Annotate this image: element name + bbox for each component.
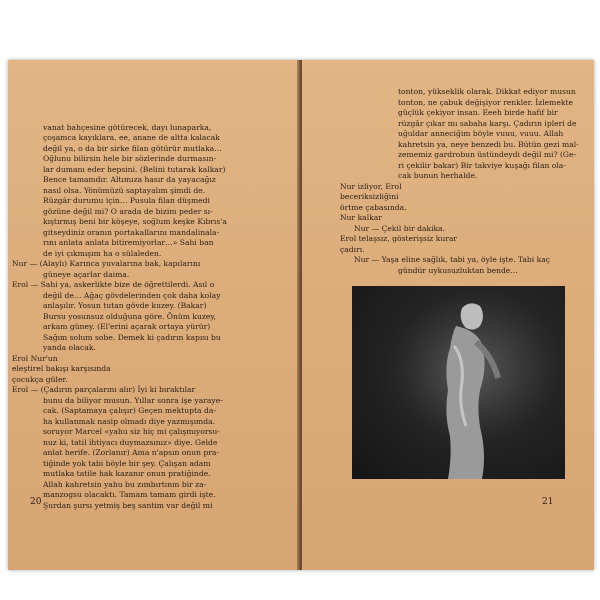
performer-silhouette — [352, 286, 565, 479]
text-line: çoşamca kayıklara, ee, anane de altta kalacak — [43, 133, 220, 142]
stage-direction: Erol telaşsız, gösterişsiz kurar — [340, 234, 457, 243]
speaker-line: Nur — Yaşa eline sağlık, tabi ya, öyle işte. Tabi kaç — [354, 255, 551, 264]
text-line: gündür uykusuzluktan bende… — [398, 266, 518, 275]
text-line: tonton, ne çabuk değişiyor renkler. İzlemekte — [398, 98, 574, 107]
text-line: Rüzgâr durumu için… Pusula filan düşmedi — [43, 196, 210, 205]
text-line: Allah kahretsin yahu bu zımbırtının bir za- — [43, 480, 207, 489]
left-page — [8, 60, 300, 570]
right-page — [302, 60, 594, 570]
text-line: de iyi çıkmışım ha o sülaleden. — [43, 249, 162, 258]
stage-direction: Nur kalkar — [340, 213, 382, 222]
page-number: 20 — [30, 497, 42, 507]
text-line: tiğinde yok tabi böyle bir şey. Çalışan adam — [43, 459, 211, 468]
text-line: vanat bahçesine götürecek, dayı lunaparka, — [43, 123, 212, 132]
text-line: yanda olacak. — [43, 343, 96, 352]
text-line: nasıl olsa. Yönümüzü saptayalım şimdi de. — [43, 186, 206, 195]
text-line: lar dumanı eder hepsini. (Belini tutarak kalkar) — [43, 165, 226, 174]
text-line: değil ya, o da bir sirke filan götürür mutlaka… — [43, 144, 222, 153]
text-line: değil de… Ağaç gövdelerinden çok daha kolay — [43, 291, 221, 300]
text-line: Sağım solum sobe. Demek ki çadırın kapısı bu — [43, 333, 221, 342]
text-line: güneye açarlar daima. — [43, 270, 130, 279]
stage-direction: beceriksizliğini — [340, 192, 399, 201]
text-line: Bence tamamdır. Altımıza hasır da yayacağız — [43, 175, 216, 184]
text-line: Şurdan şursı yetmiş beş santim var değil mi — [43, 501, 213, 510]
text-line: anlaşılır. Yosun tutan gövde kuzey. (Bakar) — [43, 301, 207, 310]
text-line: gitseydiniz oranın portakallarını mandalinala- — [43, 228, 220, 237]
speaker-line: Erol — Sahi ya, askerlikte bize de öğrettilerdi. Asıl o — [12, 280, 215, 289]
stage-direction: çadırı. — [340, 245, 365, 254]
stage-direction: Nur izliyor, Erol — [340, 182, 402, 191]
text-line: bunu da biliyor musun. Yıllar sonra işe yaraye- — [43, 396, 223, 405]
text-line: nuz ki, tatil ihtiyacı duymazsınız» diye. Gelde — [43, 438, 218, 447]
text-line: ha kullanmak nasip olmadı diye yazmışımda. — [43, 417, 216, 426]
text-line: Oğlunu bilirsin hele bir sözlerinde durmasın- — [43, 154, 217, 163]
text-line: cak bunun herhalde. — [398, 171, 478, 180]
speaker-line: Nur — (Alaylı) Karınca yuvalarına bak, kapılarını — [12, 259, 201, 268]
stage-direction: örtme çabasında. — [340, 203, 407, 212]
text-line: mutlaka tatile hak kazanır onun pratiğinde. — [43, 469, 211, 478]
open-book — [8, 60, 594, 570]
text-line: güçlük çekiyor insan. Eeeh birde hafif bir — [398, 108, 558, 117]
page-number: 21 — [542, 497, 554, 507]
text-line: manzogsu olacaktı. Tamam tamam girdi işte. — [43, 490, 216, 499]
text-line: zememiz gardrobun üstündeydi değil mi? (Ge- — [398, 150, 577, 159]
text-line: cak. (Saptamaya çalışır) Geçen mektupta da- — [43, 406, 216, 415]
text-line: rını anlata anlata bitiremiyorlar…» Sahi ban — [43, 238, 214, 247]
stage-direction: Erol Nur'un — [12, 354, 58, 363]
text-line: rüzgâr çıkar mı sabaha karşı. Çadırın ipleri de — [398, 119, 577, 128]
speaker-line: Nur — Çekil bir dakika. — [354, 224, 446, 233]
text-line: soruyor Marcel «yahu siz hiç mi çalışmıyorsu- — [43, 427, 220, 436]
text-line: tonton, yükseklik olarak. Dikkat ediyor musun — [398, 87, 576, 96]
text-line: Bursu yosunsuz olduğuna göre. Önüm kuzey, — [43, 312, 217, 321]
text-line: ri çekilir bakar) Bir takviye kuşağı filan ola- — [398, 161, 566, 170]
text-line: arkam güney. (El'erini açarak ortaya yürür) — [43, 322, 211, 331]
text-line: gözüne değil mi? O arada de bizim peder sı- — [43, 207, 213, 216]
stage-photo — [352, 286, 565, 479]
text-line: anlat herife. (Zorlanır) Ama n'apsın onun pra- — [43, 448, 220, 457]
stage-direction: eleştirel bakışı karşısında — [12, 364, 111, 373]
text-line: uğuldar anneciğim böyle vuuu, vuuu. Allah — [398, 129, 564, 138]
text-line: kahretsin ya, neye benzedi bu. Bütün gezi mal- — [398, 140, 579, 149]
speaker-line: Erol — (Çadırın parçalarını alır) İyi ki bıraktılar — [12, 385, 196, 394]
stage-direction: çocukça güler. — [12, 375, 68, 384]
text-line: kıştırmış beni bir köşeye, soğlum keşke Kıbrıs'a — [43, 217, 227, 226]
